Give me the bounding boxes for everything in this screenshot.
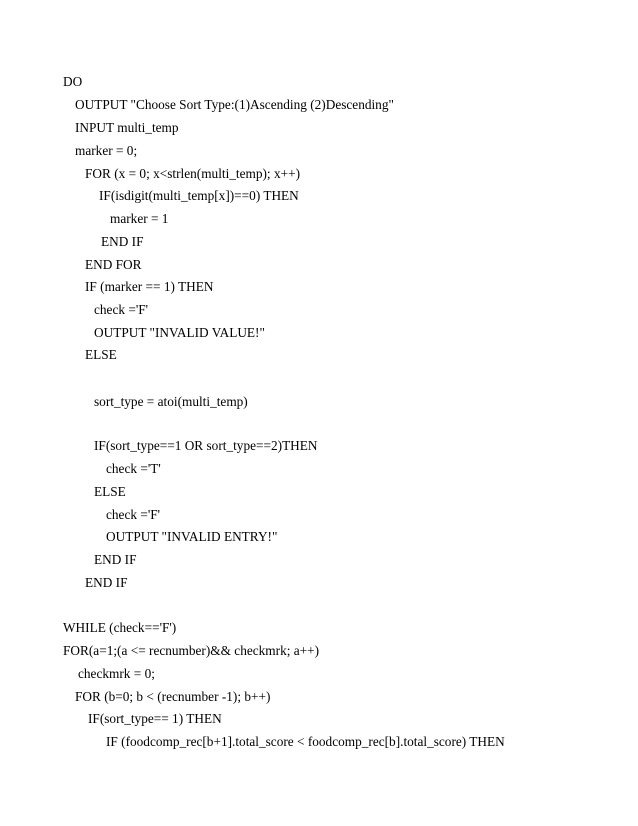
- code-line: marker = 1: [110, 211, 169, 226]
- code-line: FOR (b=0; b < (recnumber -1); b++): [75, 689, 271, 704]
- code-line: IF(sort_type==1 OR sort_type==2)THEN: [94, 438, 318, 453]
- code-line: check ='F': [94, 302, 149, 317]
- code-line: INPUT multi_temp: [75, 120, 179, 135]
- code-line: END IF: [94, 552, 137, 567]
- code-line: checkmrk = 0;: [78, 666, 155, 681]
- code-line: END IF: [85, 575, 128, 590]
- code-line: IF(isdigit(multi_temp[x])==0) THEN: [99, 188, 299, 203]
- code-line: DO: [63, 74, 83, 89]
- code-line: ELSE: [85, 347, 117, 362]
- code-line: check ='T': [106, 461, 161, 476]
- code-line: IF (foodcomp_rec[b+1].total_score < foodcomp_rec[b].total_score) THEN: [106, 734, 505, 749]
- code-line: OUTPUT "Choose Sort Type:(1)Ascending (2)Descending": [75, 97, 394, 112]
- code-line: FOR (x = 0; x<strlen(multi_temp); x++): [85, 166, 301, 181]
- code-line: OUTPUT "INVALID VALUE!": [94, 325, 265, 340]
- code-line: IF(sort_type== 1) THEN: [88, 711, 222, 726]
- code-line: check ='F': [106, 507, 161, 522]
- code-line: sort_type = atoi(multi_temp): [94, 394, 248, 409]
- code-line: WHILE (check=='F'): [63, 620, 177, 635]
- code-line: IF (marker == 1) THEN: [85, 279, 214, 294]
- code-line: END IF: [101, 234, 144, 249]
- code-line: OUTPUT "INVALID ENTRY!": [106, 529, 278, 544]
- code-line: marker = 0;: [75, 143, 138, 158]
- code-line: FOR(a=1;(a <= recnumber)&& checkmrk; a++): [63, 643, 320, 658]
- code-line: ELSE: [94, 484, 126, 499]
- code-line: END FOR: [85, 257, 142, 272]
